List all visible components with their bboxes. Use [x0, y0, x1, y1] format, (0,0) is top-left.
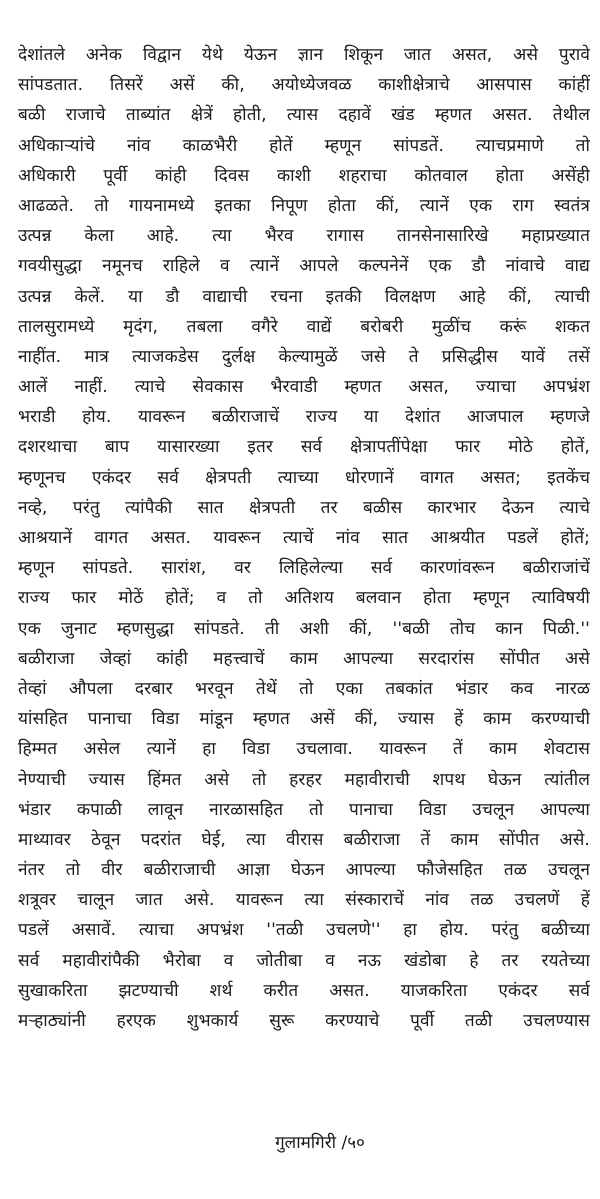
text-line: सर्व महावीरांपैकी भैरोबा व जोतीबा व नऊ खंडोबा हे तर रयतेच्या [18, 950, 590, 971]
text-line: उत्पन्न केलें. या डौ वाद्याची रचना इतकी विलक्षण आहे कीं, त्याची [18, 286, 590, 307]
text-line: शत्रूवर चालून जात असे. यावरून त्या संस्काराचें नांव तळ उचलणें हें [18, 890, 590, 911]
text-line: नव्हे, परंतु त्यांपैकी सात क्षेत्रपती तर बळीस कारभार देऊन त्याचे [18, 497, 590, 518]
text-line: तालसुरामध्ये मृदंग, तबला वगैरे वाद्यें बरोबरी मुळींच करूं शकत [18, 316, 590, 337]
text-line: आढळते. तो गायनामध्ये इतका निपूण होता कीं, त्यानें एक राग स्वतंत्र [18, 195, 590, 216]
text-line: गवयीसुद्धा नमूनच राहिले व त्यानें आपले कल्पनेनें एक डौ नांवाचे वाद्य [18, 256, 590, 277]
text-line: हिम्मत असेल त्यानें हा विडा उचलावा. यावरून तें काम शेवटास [18, 739, 590, 760]
text-line: बळीराजा जेव्हां कांही महत्त्वाचें काम आपल्या सरदारांस सोंपीत असे [18, 648, 590, 669]
text-line: माथ्यावर ठेवून पदरांत घेई, त्या वीरास बळीराजा तें काम सोंपीत असे. [18, 829, 590, 850]
text-line: मऱ्हाठ्यांनी हरएक शुभकार्य सुरू करण्याचे पूर्वी तळी उचलण्यास [18, 1011, 590, 1031]
text-line: एक जुनाट म्हणसुद्धा सांपडते. ती अशी कीं, ''बळी तोच कान पिळी.'' [18, 618, 590, 639]
text-line: सांपडतात. तिसरें असें की, अयोध्येजवळ काशीक्षेत्राचे आसपास कांहीं [18, 75, 590, 96]
text-line: आश्रयानें वागत असत. यावरून त्याचें नांव सात आश्रयीत पडलें होतें; [18, 528, 590, 548]
text-line: म्हणूनच एकंदर सर्व क्षेत्रपती त्याच्या धोरणानें वागत असत; इतकेंच [18, 467, 590, 488]
text-line: उत्पन्न केला आहे. त्या भैरव रागास तानसेनासारिखे महाप्रख्यात [18, 226, 590, 247]
text-line: राज्य फार मोठें होतें; व तो अतिशय बलवान होता म्हणून त्याविषयी [18, 588, 590, 609]
text-line: तेव्हां औपला दरबार भरवून तेथें तो एका तबकांत भंडार कव नारळ [18, 678, 590, 699]
text-line: यांसहित पानाचा विडा मांडून म्हणत असें कीं, ज्यास हें काम करण्याची [18, 709, 590, 730]
text-line: बळी राजाचे ताब्यांत क्षेत्रें होती, त्यास दहावें खंड म्हणत असत. तेथील [18, 105, 590, 126]
text-line: अधिकारी पूर्वी कांही दिवस काशी शहराचा कोतवाल होता असेंही [18, 165, 590, 186]
body-text [18, 40, 590, 1036]
text-line: दशरथाचा बाप यासारख्या इतर सर्व क्षेत्रापतींपेक्षा फार मोठे होतें, [18, 437, 590, 458]
text-line: सुखाकरिता झटण्याची शर्थ करीत असत. याजकरिता एकंदर सर्व [18, 980, 590, 1001]
text-line: पडलें असावें. त्याचा अपभ्रंश ''तळी उचलणे'' हा होय. परंतु बळीच्या [18, 920, 590, 941]
text-line: अधिकाऱ्यांचे नांव काळभैरी होतें म्हणून सांपडतें. त्याचप्रमाणे तो [18, 135, 590, 156]
text-line: भंडार कपाळी लावून नारळासहित तो पानाचा विडा उचलून आपल्या [18, 799, 590, 820]
text-line: देशांतले अनेक विद्वान येथे येऊन ज्ञान शिकून जात असत, असे पुरावे [18, 45, 590, 65]
page-footer: गुलामगिरी /५० [275, 1133, 365, 1153]
text-line: नंतर तो वीर बळीराजाची आज्ञा घेऊन आपल्या फौजेसहित तळ उचलून [18, 860, 590, 881]
text-line: म्हणून सांपडते. सारांश, वर लिहिलेल्या सर्व कारणांवरून बळीराजांचें [18, 558, 590, 579]
text-line: नेण्याची ज्यास हिंमत असे तो हरहर महावीराची शपथ घेऊन त्यांतील [18, 769, 590, 790]
text-line: भराडी होय. यावरून बळीराजाचें राज्य या देशांत आजपाल म्हणजे [18, 407, 590, 428]
text-line: आलें नाहीं. त्याचे सेवकास भैरवाडी म्हणत असत, ज्याचा अपभ्रंश [18, 377, 590, 398]
text-line: नाहींत. मात्र त्याजकडेस दुर्लक्ष केल्यामुळें जसे ते प्रसिद्धीस यावें तसें [18, 346, 590, 367]
